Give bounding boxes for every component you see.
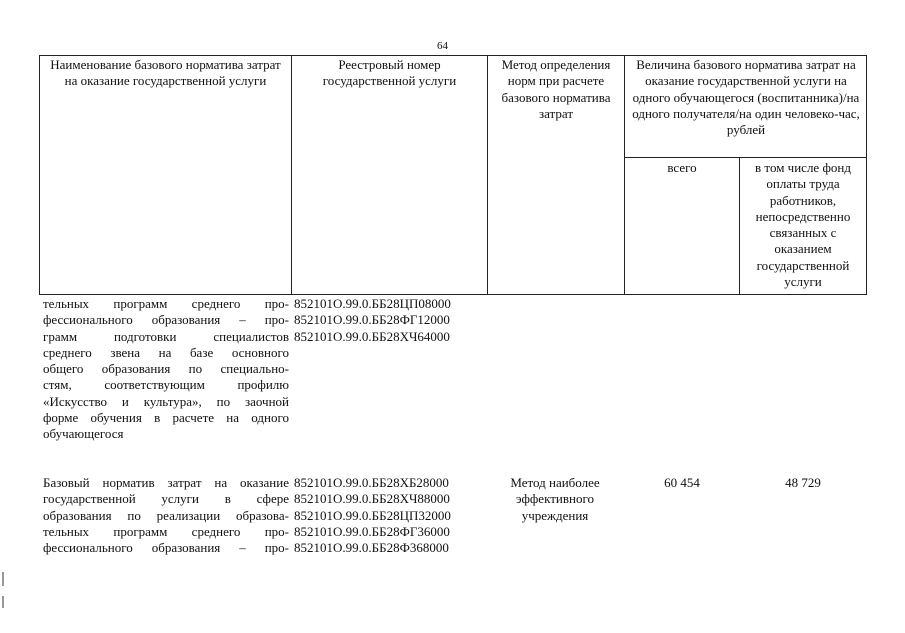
scan-mark [2, 596, 4, 608]
row1-registry-codes: 852101О.99.0.ББ28ЦП08000 852101О.99.0.ББ28ФГ12000 852101О.99.0.ББ28ХЧ64000 [294, 296, 451, 344]
header-payroll-cell: в том числе фонд оплаты труда работников, непосредственно связанных с оказанием государственной услуги [755, 160, 851, 290]
table-header [39, 55, 867, 295]
column-divider [739, 157, 740, 294]
row2-method: Метод наиболее эффективного учреждения [510, 475, 600, 523]
row2-total-value: 60 454 [664, 475, 700, 490]
row2-service-name: Базовый норматив затрат на оказание государственной услуги в сфере образования по реализации образова- тельных программ среднего про- фессионального образования – про- [43, 475, 289, 556]
header-registry-cell: Реестровый номер государственной услуги [322, 57, 457, 89]
column-divider [624, 56, 625, 294]
column-divider [291, 56, 292, 294]
header-name-cell: Наименование базового норматива затрат на оказание государственной услуги [50, 57, 281, 89]
row1-service-name: тельных программ среднего про- фессионального образования – про- грамм подготовки специалистов среднего звена на базе основного общего образования по специально- стям, соответствующим профилю «Искусство и культура», по заочной форме обучения в расчете на одного обучающегося [43, 296, 289, 442]
column-divider [487, 56, 488, 294]
page-number: 64 [437, 40, 448, 52]
row2-payroll-value: 48 729 [785, 475, 821, 490]
scan-mark [2, 572, 4, 586]
header-value-cell: Величина базового норматива затрат на оказание государственной услуги на одного обучающегося (воспитанника)/на одного получателя/на один человеко-час, рублей [632, 57, 860, 138]
row-divider [624, 157, 866, 158]
row2-registry-codes: 852101О.99.0.ББ28ХБ28000 852101О.99.0.ББ28ХЧ88000 852101О.99.0.ББ28ЦП32000 852101О.99.0.ББ28ФГ36000 852101О.99.0.ББ28Ф368000 [294, 475, 451, 556]
header-total-cell: всего [667, 160, 697, 175]
header-method-cell: Метод определения норм при расчете базового норматива затрат [501, 57, 611, 121]
